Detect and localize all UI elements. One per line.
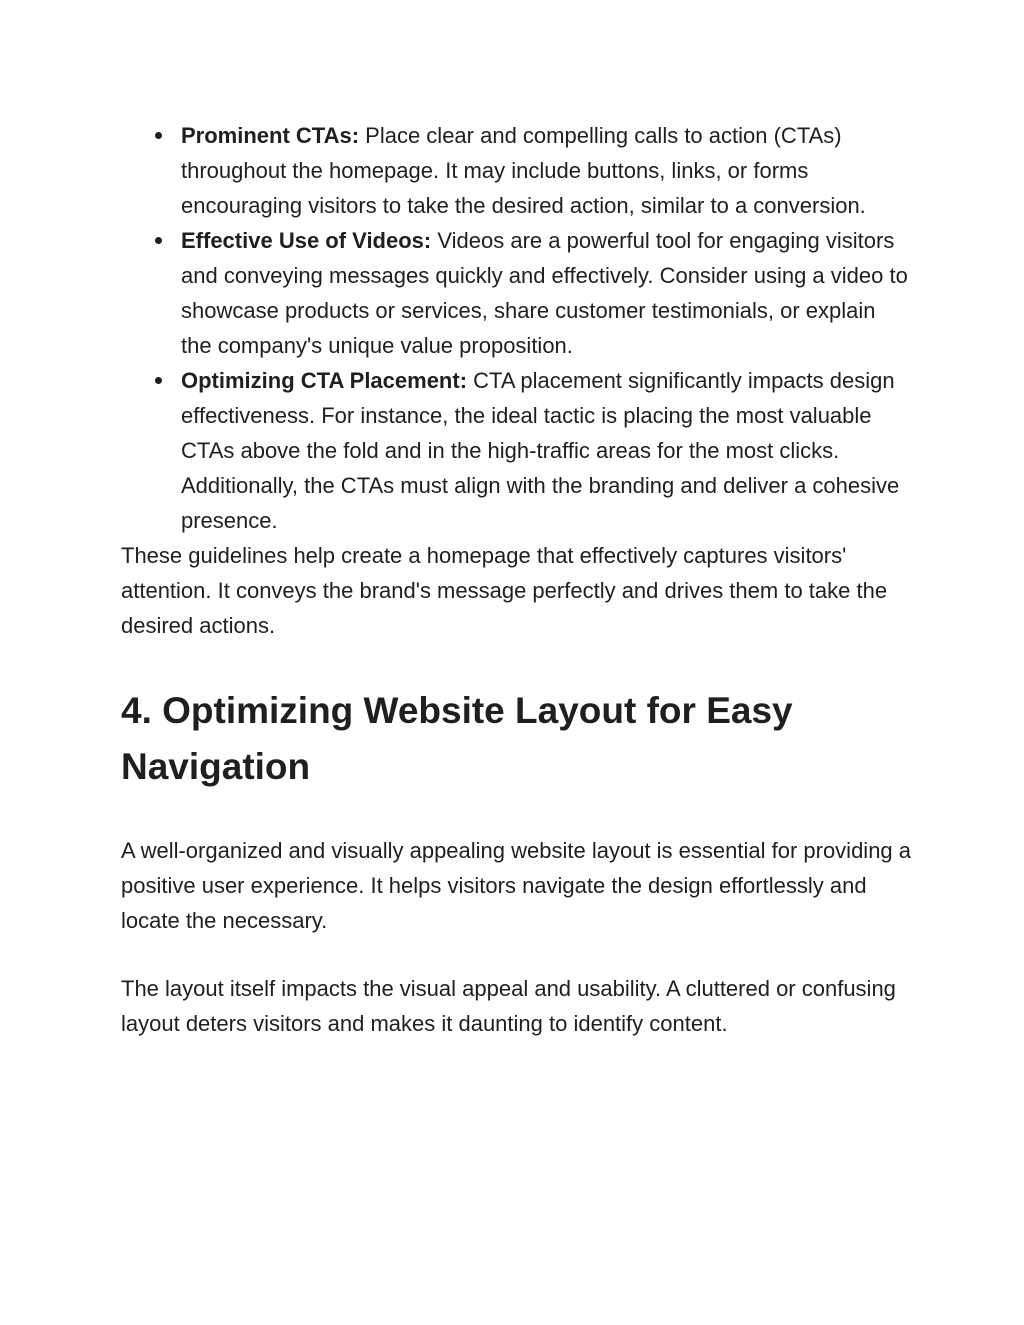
guideline-list: [121, 118, 911, 538]
bullet-icon: [155, 377, 162, 384]
list-item-term: Prominent CTAs:: [181, 123, 360, 148]
document-content: [121, 118, 911, 1041]
list-item-text: CTA placement significantly impacts design effectiveness. For instance, the ideal tactic is placing the most valuable CTAs above the fold and in the high-traffic areas for the most clicks. Additionally, the CTAs must align with the branding and deliver a cohesive presence.: [181, 368, 900, 533]
list-item-videos: [121, 223, 911, 363]
summary-paragraph: These guidelines help create a homepage that effectively captures visitors' attention. It conveys the brand's message perfectly and drives them to take the desired actions.: [121, 543, 888, 638]
list-item-text: Videos are a powerful tool for engaging visitors and conveying messages quickly and effectively. Consider using a video to showcase products or services, share customer testimonials, or explain the company's unique value proposition.: [181, 228, 908, 358]
bullet-icon: [155, 237, 162, 244]
bullet-icon: [155, 132, 162, 139]
list-item-prominent-ctas: [121, 118, 911, 223]
list-item-cta-placement: [121, 363, 911, 538]
list-item-term: Optimizing CTA Placement:: [181, 368, 468, 393]
list-item-term: Effective Use of Videos:: [181, 228, 432, 253]
section-paragraph-2: The layout itself impacts the visual appeal and usability. A cluttered or confusing layout deters visitors and makes it daunting to identify content.: [121, 976, 896, 1036]
section-heading: 4. Optimizing Website Layout for Easy Navigation: [121, 690, 793, 787]
list-item-text: Place clear and compelling calls to action (CTAs) throughout the homepage. It may include buttons, links, or forms encouraging visitors to take the desired action, similar to a conversion.: [181, 123, 866, 218]
section-paragraph-1: A well-organized and visually appealing website layout is essential for providing a positive user experience. It helps visitors navigate the design effortlessly and locate the necessary.: [121, 838, 912, 933]
